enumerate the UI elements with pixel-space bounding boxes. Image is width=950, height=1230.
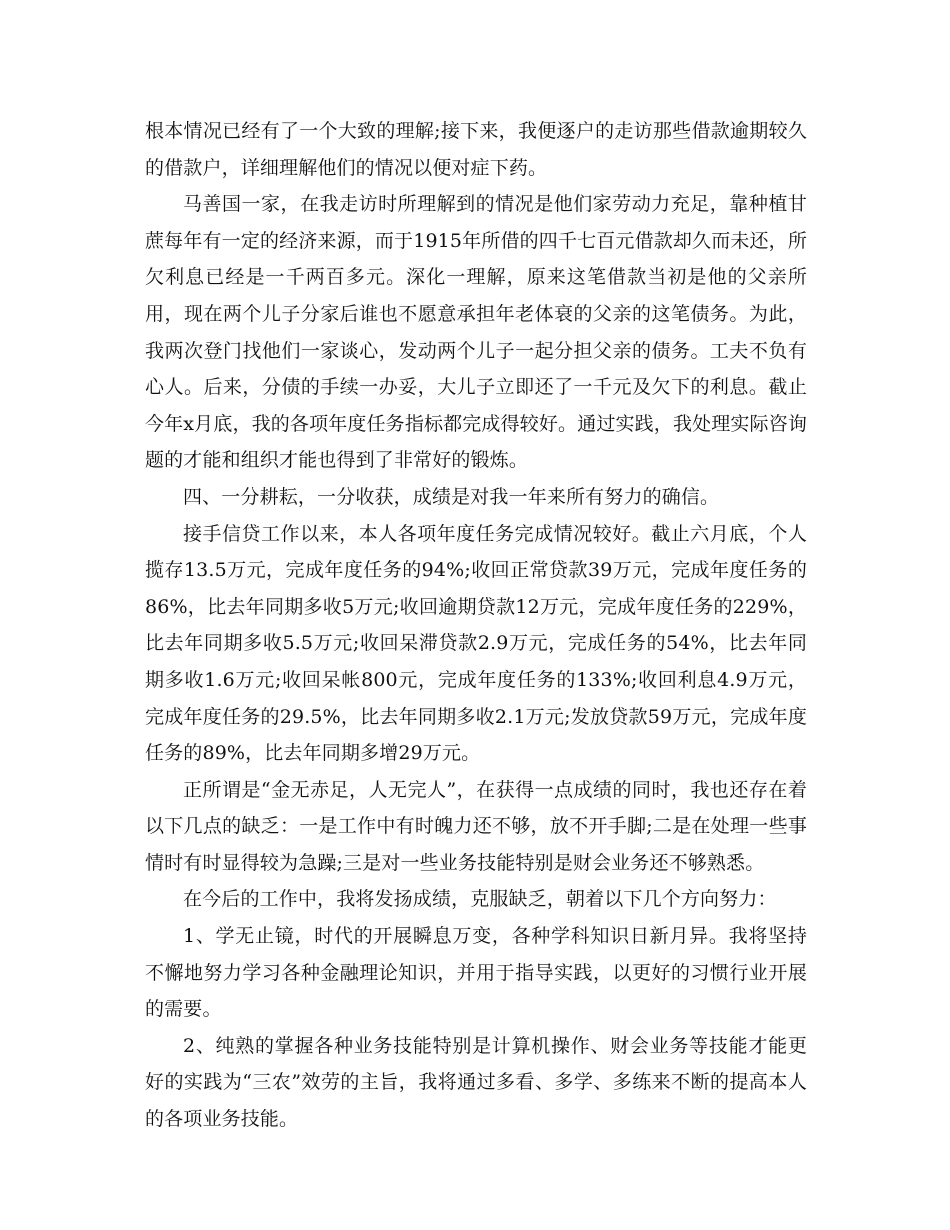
paragraph-ma-family: 马善国一家，在我走访时所理解到的情况是他们家劳动力充足，靠种植甘蔗每年有一定的经济来源，而于1915年所借的四千七百元借款却久而未还，所欠利息已经是一千两百多元。深化一理解，原来这笔借款当初是他的父亲所用，现在两个儿子分家后谁也不愿意承担年老体衰的父亲的这笔债务。为此，我两次登门找他们一家谈心，发动两个儿子一起分担父亲的债务。工夫不负有心人。后来，分债的手续一办妥，大儿子立即还了一千元及欠下的利息。截止今年x月底，我的各项年度任务指标都完成得较好。通过实践，我处理实际咨询题的才能和组织才能也得到了非常好的锻炼。 bbox=[145, 193, 807, 472]
paragraph-item-1: 1、学无止镜，时代的开展瞬息万变，各种学科知识日新月异。我将坚持不懈地努力学习各种金融理论知识，并用于指导实践，以更好的习惯行业开展的需要。 bbox=[145, 925, 807, 1021]
paragraph-task-results: 接手信贷工作以来，本人各项年度任务完成情况较好。截止六月底，个人揽存13.5万元，完成年度任务的94%;收回正常贷款39万元，完成年度任务的86%，比去年同期多收5万元;收回逾期贷款12万元，完成年度任务的229%，比去年同期多收5.5万元;收回呆滞贷款2.9万元，完成任务的54%，比去年同期多收1.6万元;收回呆帐800元，完成年度任务的133%;收回利息4.9万元，完成年度任务的29.5%，比去年同期多收2.1万元;发放贷款59万元，完成年度任务的89%，比去年同期多增29万元。 bbox=[145, 522, 807, 765]
paragraph-shortcomings: 正所谓是“金无赤足，人无完人”，在获得一点成绩的同时，我也还存在着以下几点的缺乏：一是工作中有时魄力还不够，放不开手脚;二是在处理一些事情时有时显得较为急躁;三是对一些业务技能特别是财会业务还不够熟悉。 bbox=[145, 778, 807, 874]
paragraph-item-2: 2、纯熟的掌握各种业务技能特别是计算机操作、财会业务等技能才能更好的实践为“三农”效劳的主旨，我将通过多看、多学、多练来不断的提高本人的各项业务技能。 bbox=[145, 1034, 807, 1131]
paragraph-future-intro: 在今后的工作中，我将发扬成绩，克服缺乏，朝着以下几个方向努力： bbox=[183, 888, 777, 911]
document-body bbox=[145, 113, 807, 1138]
paragraph-continuation: 根本情况已经有了一个大致的理解;接下来，我便逐户的走访那些借款逾期较久的借款户，详细理解他们的情况以便对症下药。 bbox=[145, 120, 807, 179]
section-heading-four: 四、一分耕耘，一分收获，成绩是对我一年来所有努力的确信。 bbox=[183, 485, 720, 508]
